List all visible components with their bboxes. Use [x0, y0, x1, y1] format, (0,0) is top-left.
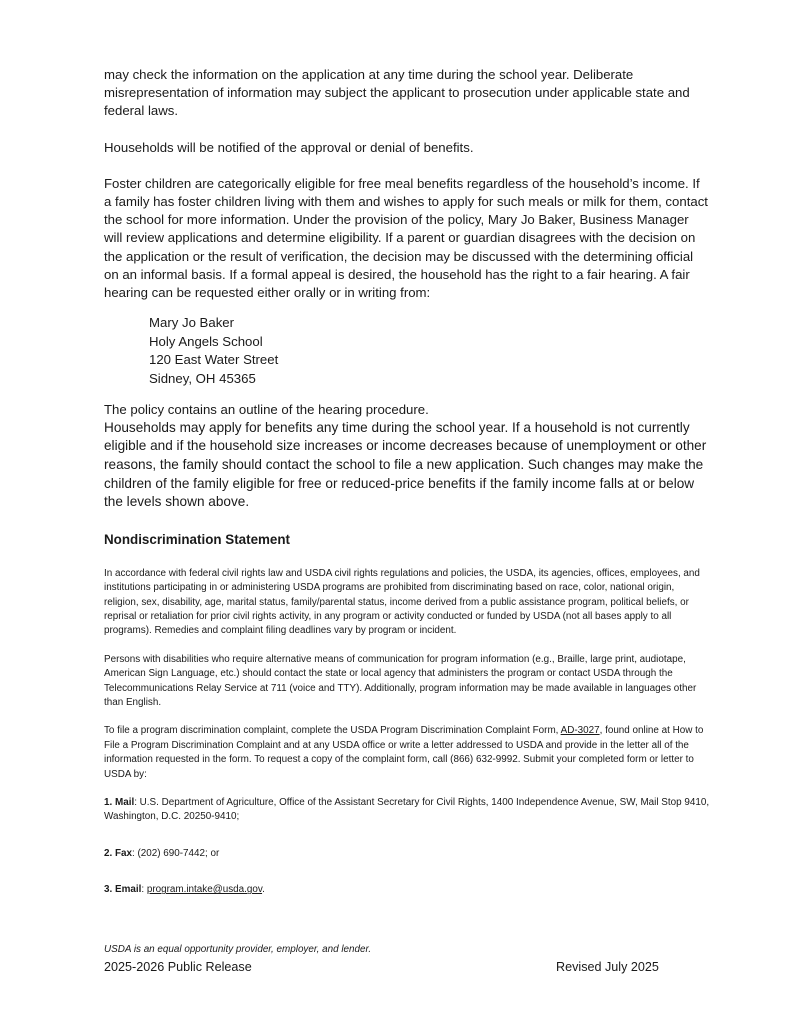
paragraph-foster-children: Foster children are categorically eligible for free meal benefits regardless of the household’s income. If a family has foster children living with them and wishes to apply for such meals or milk for them, contact the school for more information. Under the provision of the policy, Mary Jo Baker, Business Manager will review applications and determine eligibility. If a parent or guardian disagrees with the decision on the application or the result of verification, the decision may be discussed with the determining official on an informal basis. If a formal appeal is desired, the household has the right to a fair hearing. A fair hearing can be requested either orally or in writing from:	[104, 175, 708, 301]
submit-by-fax	[104, 847, 710, 861]
complaint-text-before: To file a program discrimination complaint, complete the USDA Program Discrimination Complaint Form,	[104, 725, 561, 737]
email-link[interactable]: program.intake@usda.gov	[146, 884, 263, 896]
address-name: Mary Jo Baker	[149, 315, 235, 331]
complaint-text-after: , found online at How to File a Program Discrimination Complaint and at any USDA office or write a letter addressed to USDA and provide in the letter all of the information requested in the form. To request a copy of the complaint form, call (866) 632-9992. Submit your completed form or letter to USDA by:	[104, 725, 704, 780]
complaint-form-link[interactable]: AD-3027	[560, 725, 600, 737]
footer-release: 2025-2026 Public Release	[104, 960, 252, 974]
address-org: Holy Angels School	[149, 333, 263, 349]
fax-label: 2. Fax	[104, 847, 132, 859]
nondiscrimination-paragraph-1: In accordance with federal civil rights law and USDA civil rights regulations and policies, the USDA, its agencies, offices, employees, and institutions participating in or administering USDA programs are prohibited from discriminating based on race, color, national origin, religion, sex, disability, age, marital status, family/parental status, income derived from a public assistance program, political beliefs, or reprisal or retaliation for prior civil rights activity, in any program or activity conducted or funded by USDA (not all bases apply to all programs). Remedies and complaint filing deadlines vary by program or incident.	[104, 567, 700, 637]
fax-text: : (202) 690-7442; or	[132, 847, 220, 859]
mail-text: : U.S. Department of Agriculture, Office of the Assistant Secretary for Civil Rights, 1400 Independence Avenue, SW, Mail Stop 9410, Washington, D.C. 20250-9410;	[104, 797, 710, 823]
paragraph-hearing-procedure: The policy contains an outline of the hearing procedure.	[104, 401, 429, 417]
address-city: Sidney, OH 45365	[149, 371, 256, 387]
submit-by-mail	[104, 796, 710, 825]
paragraph-notification: Households will be notified of the approval or denial of benefits.	[104, 139, 474, 155]
footer-revised: Revised July 2025	[556, 960, 659, 974]
document-page	[104, 66, 710, 920]
equal-opportunity-statement: USDA is an equal opportunity provider, employer, and lender.	[104, 944, 372, 955]
email-end: .	[262, 884, 265, 896]
paragraph-verification: may check the information on the application at any time during the school year. Deliberate misrepresentation of information may subject the applicant to prosecution under applicable state and federal laws.	[104, 67, 690, 119]
nondiscrimination-paragraph-3	[104, 724, 710, 782]
email-label: 3. Email	[104, 884, 142, 896]
paragraph-apply-anytime: Households may apply for benefits any time during the school year. If a household is not currently eligible and if the household size increases or income decreases because of unemployment or other reasons, the family should contact the school to file a new application. Such changes may make the children of the family eligible for free or reduced-price benefits if the family income falls at or below the levels shown above.	[104, 419, 707, 510]
email-sep: :	[141, 884, 147, 896]
nondiscrimination-heading: Nondiscrimination Statement	[104, 531, 291, 547]
nondiscrimination-paragraph-2: Persons with disabilities who require alternative means of communication for program information (e.g., Braille, large print, audiotape, American Sign Language, etc.) should contact the state or local agency that administers the program or contact USDA through the Telecommunications Relay Service at 711 (voice and TTY). Additionally, program information may be made available in languages other than English.	[104, 653, 697, 709]
mail-label: 1. Mail	[104, 797, 135, 809]
hearing-address	[149, 314, 710, 388]
submit-by-email	[104, 883, 710, 897]
address-street: 120 East Water Street	[149, 352, 279, 368]
